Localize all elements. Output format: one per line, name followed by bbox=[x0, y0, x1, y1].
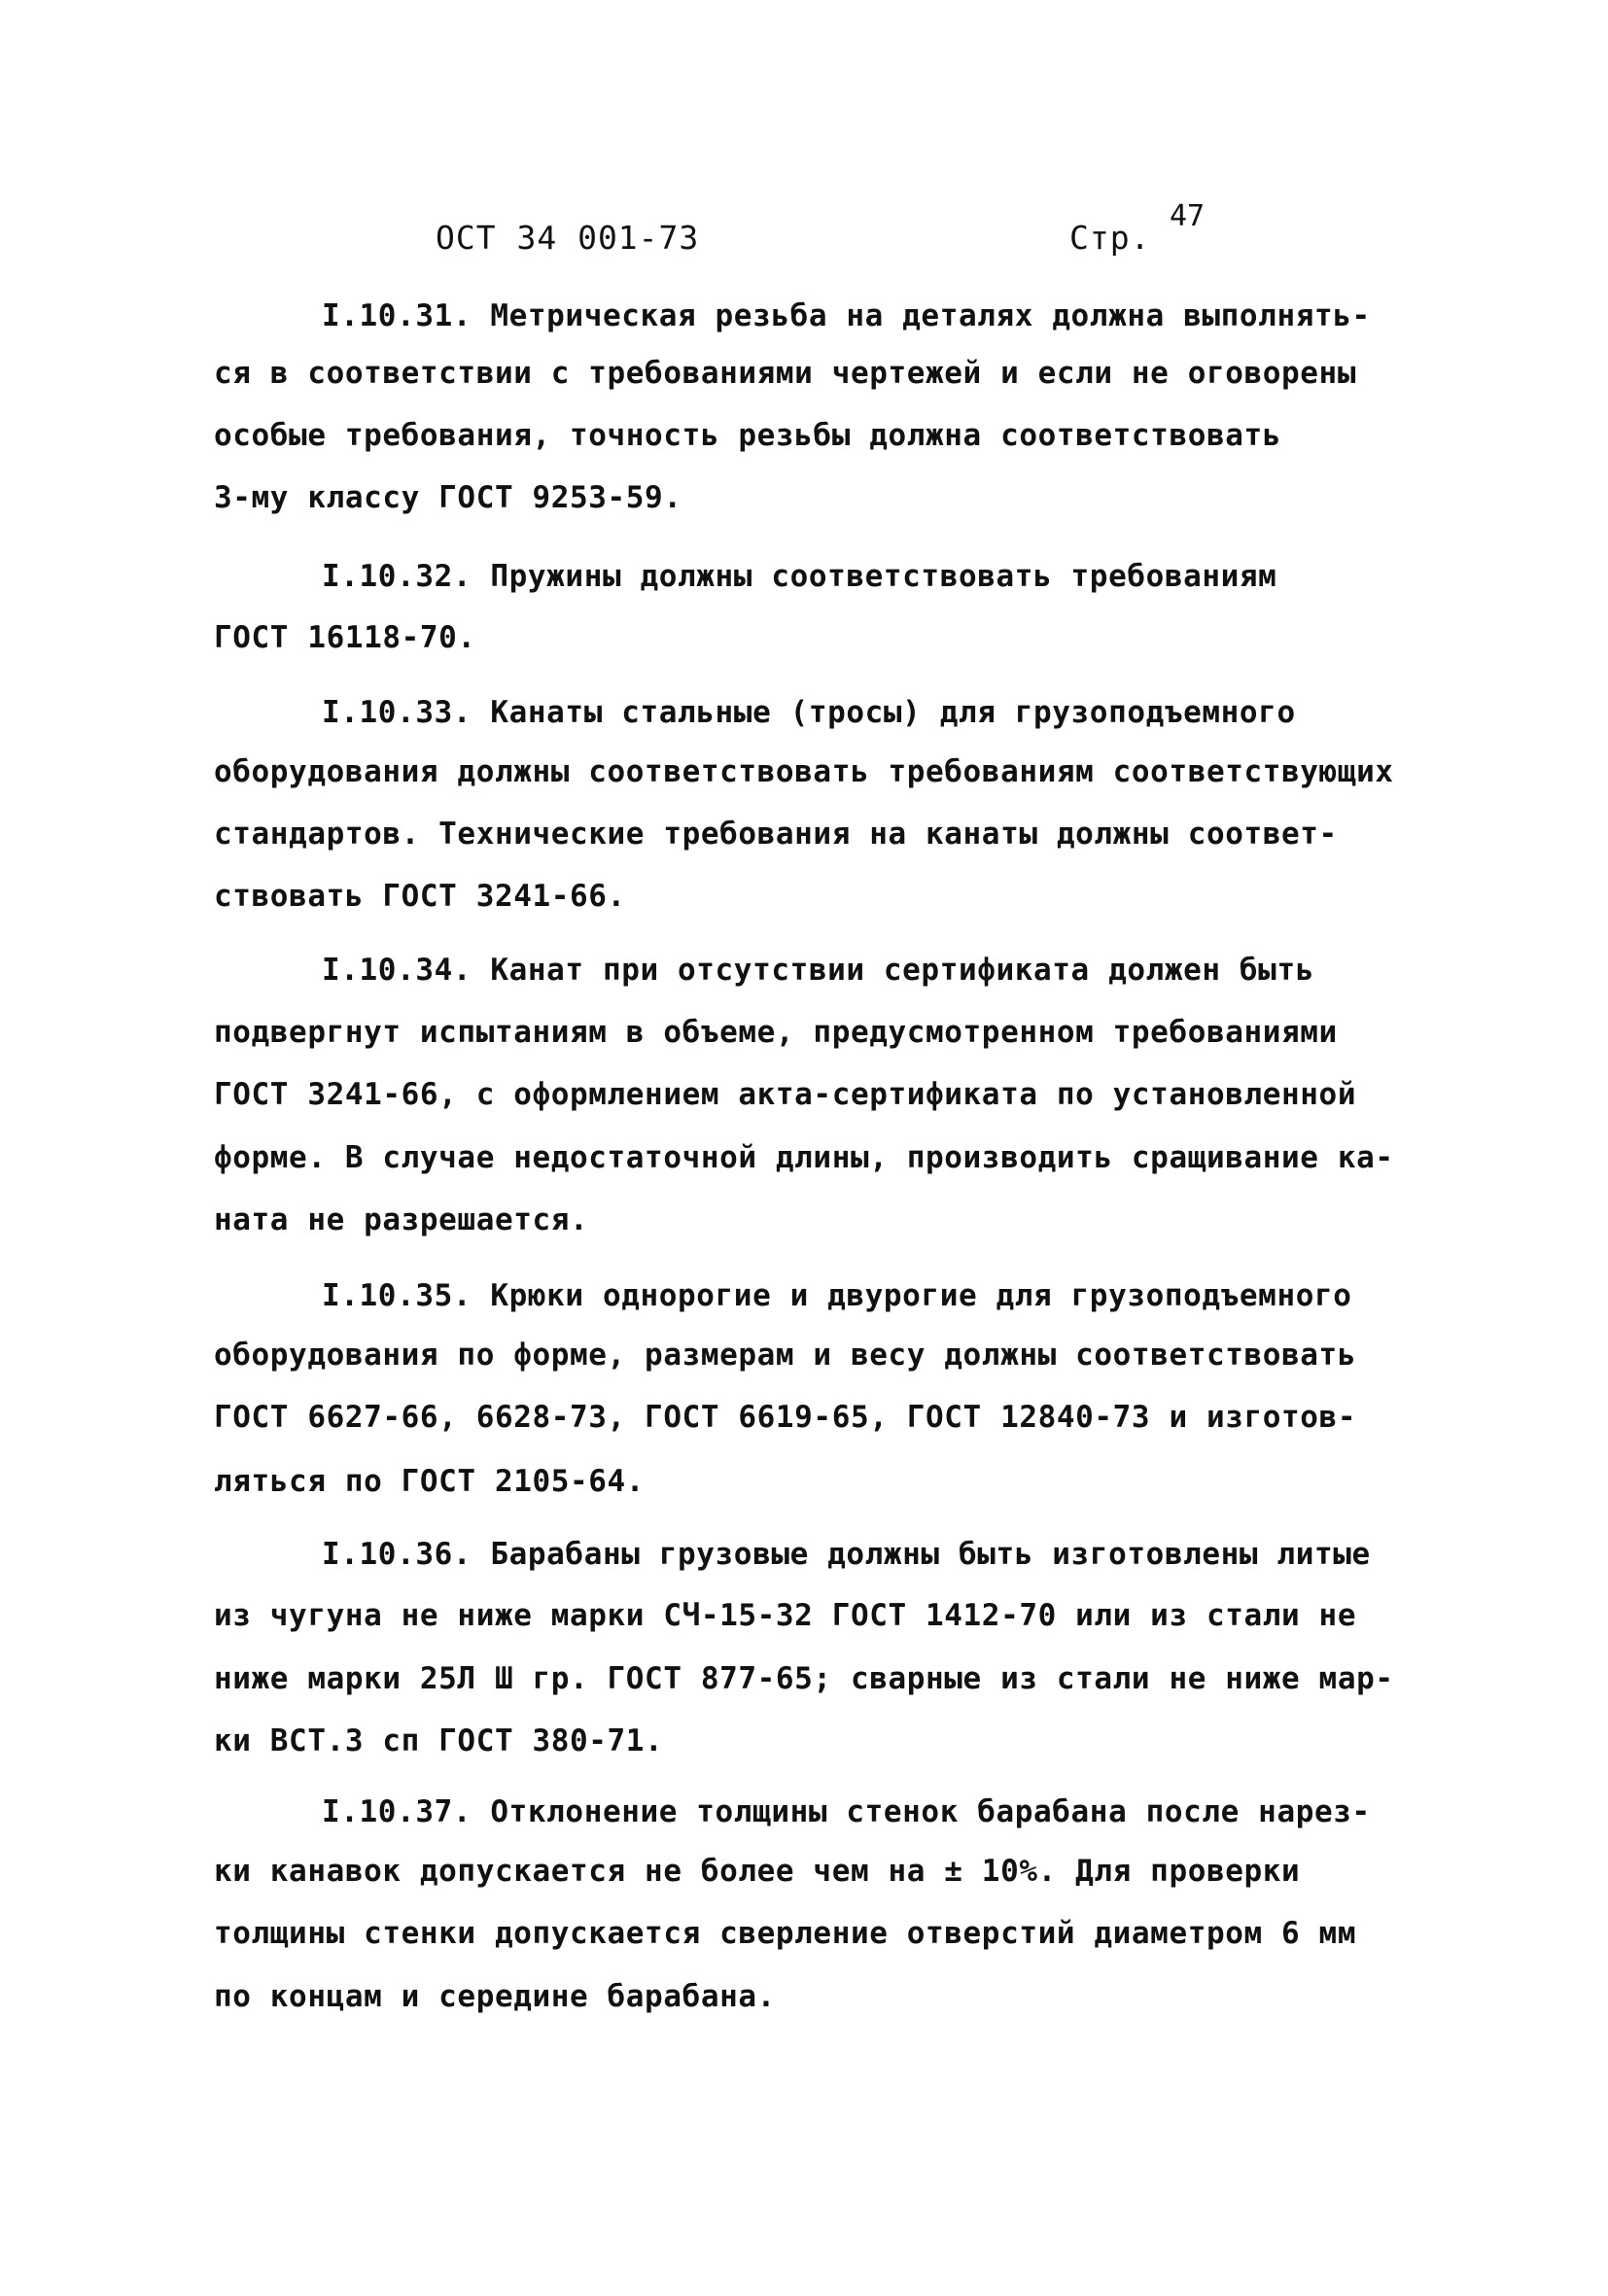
paragraph-line: из чугуна не ниже марки СЧ-15-32 ГОСТ 1412-70 или из стали не bbox=[214, 1598, 1357, 1633]
paragraph-line bbox=[322, 951, 1314, 990]
paragraph-line: оборудования должны соответствовать требованиям соответствующих bbox=[214, 754, 1394, 789]
paragraph-text: Отклонение толщины стенок барабана после нарез- bbox=[490, 1794, 1371, 1829]
paragraph-text: Метрическая резьба на деталях должна выполнять- bbox=[490, 298, 1371, 333]
paragraph-text: Канаты стальные (тросы) для грузоподъемного bbox=[490, 695, 1296, 730]
paragraph-line bbox=[322, 693, 1296, 732]
paragraph-line: ки ВСТ.3 сп ГОСТ 380-71. bbox=[214, 1723, 664, 1758]
paragraph-text: Крюки однорогие и двурогие для грузоподъемного bbox=[490, 1278, 1352, 1313]
paragraph-line: ниже марки 25Л Ш гр. ГОСТ 877-65; сварные из стали не ниже мар- bbox=[214, 1661, 1394, 1696]
paragraph-number: I.10.37. bbox=[322, 1794, 472, 1829]
paragraph-line: ляться по ГОСТ 2105-64. bbox=[214, 1464, 646, 1499]
paragraph-line: по концам и середине барабана. bbox=[214, 1979, 776, 2014]
paragraph-line: 3-му классу ГОСТ 9253-59. bbox=[214, 480, 682, 515]
page-label: Стр. bbox=[1069, 219, 1151, 257]
paragraph-line bbox=[322, 1535, 1371, 1574]
paragraph-number: I.10.32. bbox=[322, 559, 472, 594]
paragraph-line bbox=[322, 1276, 1352, 1315]
paragraph-line: особые требования, точность резьбы должна соответствовать bbox=[214, 418, 1282, 453]
paragraph-number: I.10.33. bbox=[322, 695, 472, 730]
paragraph-line: ГОСТ 6627-66, 6628-73, ГОСТ 6619-65, ГОСТ 12840-73 и изготов- bbox=[214, 1400, 1357, 1435]
paragraph-number: I.10.34. bbox=[322, 953, 472, 988]
paragraph-text: Пружины должны соответствовать требованиям bbox=[490, 559, 1277, 594]
paragraph-line: толщины стенки допускается сверление отверстий диаметром 6 мм bbox=[214, 1916, 1357, 1951]
paragraph-number: I.10.36. bbox=[322, 1537, 472, 1572]
paragraph-number: I.10.35. bbox=[322, 1278, 472, 1313]
paragraph-text: Канат при отсутствии сертификата должен быть bbox=[490, 953, 1314, 988]
paragraph-line: подвергнут испытаниям в объеме, предусмотренном требованиями bbox=[214, 1015, 1338, 1050]
paragraph-line: ГОСТ 3241-66, с оформлением акта-сертификата по установленной bbox=[214, 1077, 1357, 1112]
page-header bbox=[436, 199, 1213, 267]
paragraph-line bbox=[322, 557, 1276, 596]
paragraph-number: I.10.31. bbox=[322, 298, 472, 333]
paragraph-line: стандартов. Технические требования на канаты должны соответ- bbox=[214, 817, 1338, 852]
paragraph-line: ки канавок допускается не более чем на ± 10%. Для проверки bbox=[214, 1854, 1301, 1889]
paragraph-line: ната не разрешается. bbox=[214, 1202, 589, 1237]
paragraph-line: оборудования по форме, размерам и весу должны соответствовать bbox=[214, 1338, 1357, 1373]
paragraph-line: ся в соответствии с требованиями чертежей и если не оговорены bbox=[214, 356, 1357, 391]
paragraph-line: форме. В случае недостаточной длины, производить сращивание ка- bbox=[214, 1140, 1394, 1175]
paragraph-text: Барабаны грузовые должны быть изготовлены литые bbox=[490, 1537, 1371, 1572]
paragraph-line: ГОСТ 16118-70. bbox=[214, 620, 476, 655]
document-code: ОСТ 34 001-73 bbox=[436, 219, 700, 257]
page-number: 47 bbox=[1170, 199, 1206, 233]
paragraph-line: ствовать ГОСТ 3241-66. bbox=[214, 879, 626, 914]
paragraph-line bbox=[322, 1792, 1371, 1831]
paragraph-line bbox=[322, 296, 1371, 335]
